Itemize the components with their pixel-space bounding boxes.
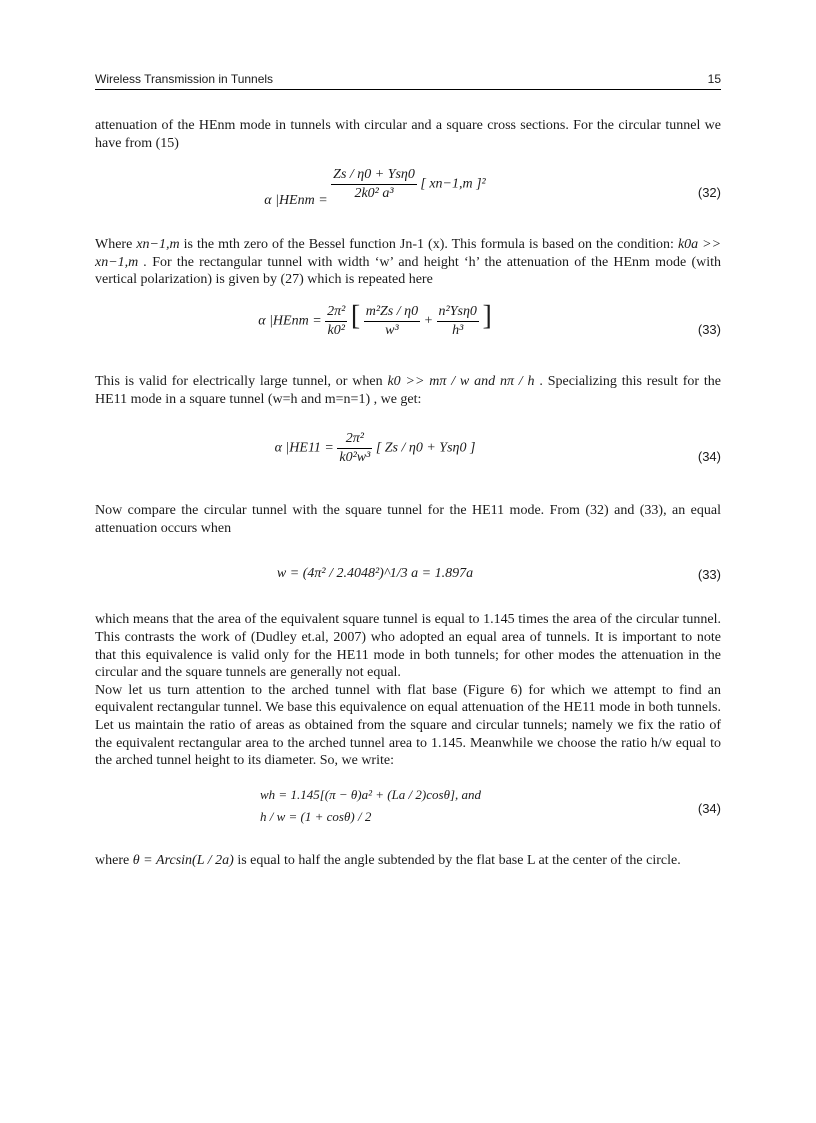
eq34a-coef bbox=[337, 430, 372, 466]
eq33a-t2-den: h³ bbox=[452, 322, 464, 338]
eq34b-line2: h / w = (1 + cosθ) / 2 bbox=[260, 808, 372, 824]
eq34a-coef-den: k0²w³ bbox=[339, 449, 371, 465]
para2-text-c: For the rectangular tunnel with width ‘w’ and height ‘h’ the attenuation of the HEnm mode (with vertical polarization) is given by (27) which is repeated here bbox=[95, 254, 721, 288]
para2-xsym: xn−1,m bbox=[136, 237, 180, 253]
paragraph-4: Now compare the circular tunnel with the square tunnel for the HE11 mode. From (32) and (33), an equal attenuation occurs when bbox=[95, 503, 721, 536]
eq32-tail: [ xn−1,m ]² bbox=[420, 176, 486, 192]
eq34a-lhs: α |HE11 = bbox=[274, 440, 334, 456]
equation-33b bbox=[95, 555, 721, 595]
paragraph-6: Now let us turn attention to the arched tunnel with flat base (Figure 6) for which we attempt to find an equivalent rectangular tunnel. We base this equivalence on equal attenuation of the HE11 mode in both tunnels. Let us maintain the ratio of areas as obtained from the square and circular tunnels; namely we fix the ratio of the equivalent rectangular area to the arched tunnel area to 1.145. Meanwhile we choose the ratio h/w equal to the arched tunnel height to its diameter. So, we write: bbox=[95, 682, 721, 769]
eq33a-coef-num: 2π² bbox=[325, 303, 347, 322]
eq32-numerator: Zs / η0 + Ysη0 bbox=[331, 166, 417, 185]
eq34a-label: (34) bbox=[697, 449, 721, 465]
paragraph-5: which means that the area of the equivalent square tunnel is equal to 1.145 times the area of the circular tunnel. This contrasts the work of (Dudley et.al, 2007) who adopted an equal area of tunnels. It is important to note that this equivalence is valid only for the HE11 mode in both tunnels; for other modes the attenuation in the circular and the square tunnels are generally not equal. bbox=[95, 612, 721, 681]
eq33b-expr: w = (4π² / 2.4048²)^1/3 a = 1.897a bbox=[276, 566, 474, 582]
para7-text-a: where bbox=[95, 852, 130, 868]
eq34a-bracket: [ Zs / η0 + Ysη0 ] bbox=[375, 440, 476, 456]
page-number: 15 bbox=[707, 72, 721, 86]
para2-text-a: Where bbox=[95, 237, 133, 253]
equation-34a bbox=[95, 430, 721, 484]
eq33a-t2-num: n²Ysη0 bbox=[437, 303, 479, 322]
eq33a-t1-num: m²Zs / η0 bbox=[364, 303, 420, 322]
eq34b-line1: wh = 1.145[(π − θ)a² + (La / 2)cosθ], and bbox=[260, 786, 482, 802]
para2-condition: k0a >> xn−1,m . bbox=[95, 237, 722, 270]
eq32-denominator: 2k0² a³ bbox=[354, 185, 394, 201]
eq32-label: (32) bbox=[697, 185, 721, 201]
para3-condition: k0 >> mπ / w and nπ / h bbox=[387, 373, 535, 389]
equation-34b bbox=[95, 784, 721, 834]
running-header bbox=[95, 70, 721, 90]
para7-theta: θ = Arcsin(L / 2a) bbox=[132, 852, 234, 868]
equation-32 bbox=[95, 166, 721, 220]
para3-text-b: . Specializing this result for the HE11 mode in a square tunnel (w=h and m=n=1) , we get: bbox=[95, 373, 722, 407]
eq33a-label: (33) bbox=[697, 322, 721, 338]
eq33b-label: (33) bbox=[697, 567, 721, 583]
eq34b-label: (34) bbox=[697, 800, 721, 816]
paragraph-1: attenuation of the HEnm mode in tunnels with circular and a square cross sections. For the circular tunnel we have from (15) bbox=[95, 118, 721, 151]
para2-text-b: is the mth zero of the Bessel function Jn-1 (x). This formula is based on the condition: bbox=[183, 237, 674, 253]
eq33a-term2 bbox=[437, 303, 479, 339]
paragraph-7 bbox=[95, 852, 721, 870]
running-title: Wireless Transmission in Tunnels bbox=[95, 72, 274, 86]
equation-33a: α |HEnm = $\frac{\text{2π²}}{\text{k0²}}$ [ $\frac{\text{m²Zs / η0}}{\text{w³}}$ + $\frac{\text{n²Ysη0}}{\text{h³}}$ ] (33) bbox=[258, 300, 721, 338]
eq34a-coef-num: 2π² bbox=[337, 430, 372, 449]
eq33a-lhs: α |HEnm = bbox=[258, 313, 322, 329]
eq33a-coef bbox=[325, 303, 347, 339]
eq32-fraction bbox=[331, 166, 417, 202]
eq33a-term1 bbox=[364, 303, 420, 339]
eq33a-t1-den: w³ bbox=[385, 322, 399, 338]
page-body bbox=[95, 117, 721, 869]
paragraph-2 bbox=[95, 236, 721, 289]
eq32-lhs: α |HEnm = bbox=[264, 192, 328, 208]
paragraph-3 bbox=[95, 373, 721, 408]
para7-text-b: is equal to half the angle subtended by the flat base L at the center of the circle. bbox=[237, 852, 681, 868]
eq33a-coef-den: k0² bbox=[327, 322, 345, 338]
para3-text-a: This is valid for electrically large tunnel, or when bbox=[95, 373, 383, 389]
